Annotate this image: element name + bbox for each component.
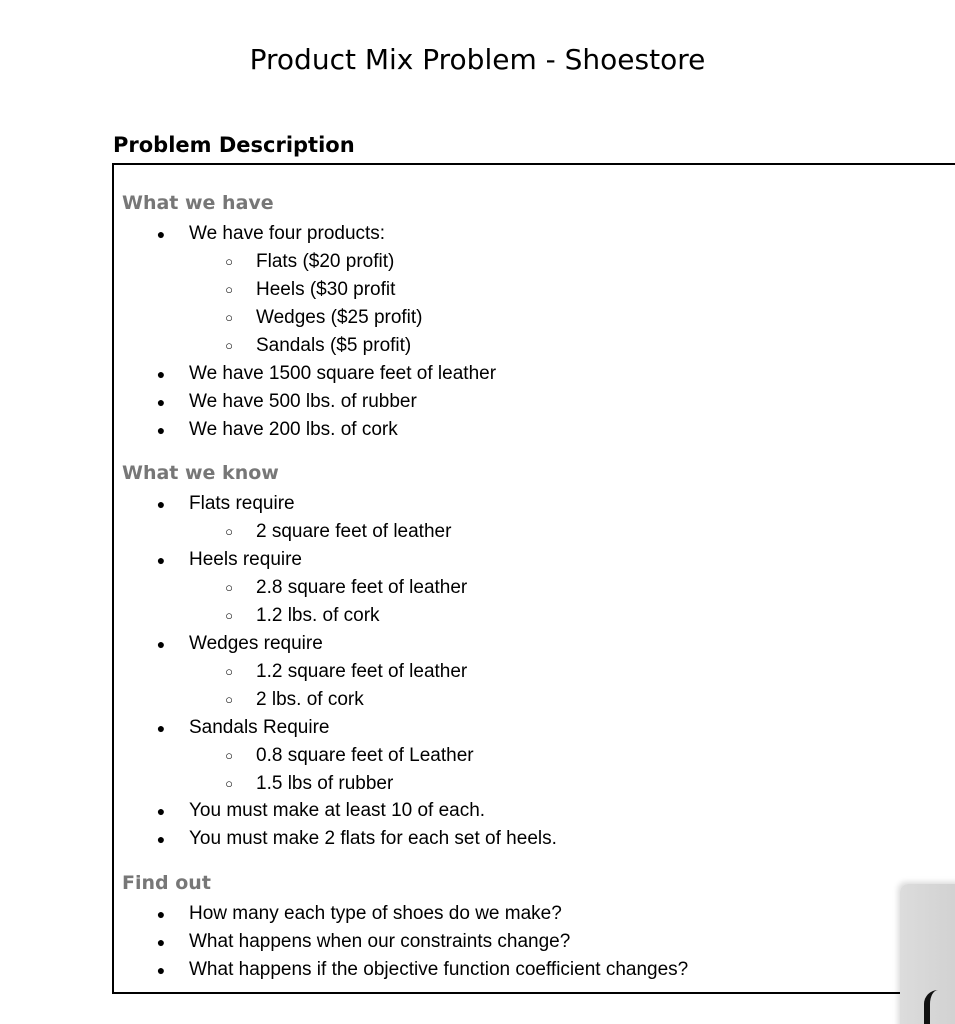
sub-bullet-icon: ○	[225, 692, 233, 707]
bullet-icon: ●	[156, 831, 166, 847]
list-item-text: What happens when our constraints change?	[189, 931, 571, 952]
list-item-text: 2 square feet of leather	[256, 521, 452, 542]
bullet-icon: ●	[156, 636, 166, 652]
list-item-text: How many each type of shoes do we make?	[189, 903, 562, 924]
list-item-text: Flats ($20 profit)	[256, 251, 395, 272]
sub-bullet-icon: ○	[225, 608, 233, 623]
sub-bullet-icon: ○	[225, 524, 233, 539]
sub-bullet-icon: ○	[225, 776, 233, 791]
bullet-icon: ●	[156, 803, 166, 819]
list-item-text: Wedges ($25 profit)	[256, 307, 423, 328]
bullet-icon: ●	[156, 552, 166, 568]
panel-handle-icon	[924, 990, 938, 1024]
sub-bullet-icon: ○	[225, 338, 233, 353]
list-item-text: We have 200 lbs. of cork	[189, 419, 398, 440]
list-item-text: Heels require	[189, 549, 302, 570]
sub-bullet-icon: ○	[225, 748, 233, 763]
sub-bullet-icon: ○	[225, 664, 233, 679]
bullet-icon: ●	[156, 422, 166, 438]
bullet-icon: ●	[156, 906, 166, 922]
sub-bullet-icon: ○	[225, 310, 233, 325]
bullet-icon: ●	[156, 394, 166, 410]
list-item-text: 1.2 square feet of leather	[256, 661, 468, 682]
list-item-text: Flats require	[189, 493, 295, 514]
sub-bullet-icon: ○	[225, 254, 233, 269]
list-item-text: 2.8 square feet of leather	[256, 577, 468, 598]
list-item-text: You must make 2 flats for each set of heels.	[189, 828, 557, 849]
list-item-text: 1.2 lbs. of cork	[256, 605, 380, 626]
list-item-text: Sandals Require	[189, 717, 330, 738]
bullet-icon: ●	[156, 366, 166, 382]
section-heading: Problem Description	[113, 133, 355, 157]
find-out-heading: Find out	[122, 872, 211, 894]
document-title: Product Mix Problem - Shoestore	[249, 43, 706, 76]
list-item-text: We have four products:	[189, 223, 386, 244]
list-item-text: What happens if the objective function coefficient changes?	[189, 959, 689, 980]
what-we-know-heading: What we know	[122, 462, 279, 484]
bullet-icon: ●	[156, 720, 166, 736]
bullet-icon: ●	[156, 962, 166, 978]
bullet-icon: ●	[156, 496, 166, 512]
list-item-text: We have 500 lbs. of rubber	[189, 391, 417, 412]
what-we-have-heading: What we have	[122, 192, 274, 214]
list-item-text: You must make at least 10 of each.	[189, 800, 486, 821]
sub-bullet-icon: ○	[225, 580, 233, 595]
list-item-text: We have 1500 square feet of leather	[189, 363, 497, 384]
bullet-icon: ●	[156, 934, 166, 950]
list-item-text: 1.5 lbs of rubber	[256, 773, 394, 794]
bullet-icon: ●	[156, 226, 166, 242]
list-item-text: Wedges require	[189, 633, 323, 654]
sub-bullet-icon: ○	[225, 282, 233, 297]
list-item-text: Heels ($30 profit	[256, 279, 396, 300]
list-item-text: 2 lbs. of cork	[256, 689, 364, 710]
list-item-text: 0.8 square feet of Leather	[256, 745, 474, 766]
list-item-text: Sandals ($5 profit)	[256, 335, 412, 356]
